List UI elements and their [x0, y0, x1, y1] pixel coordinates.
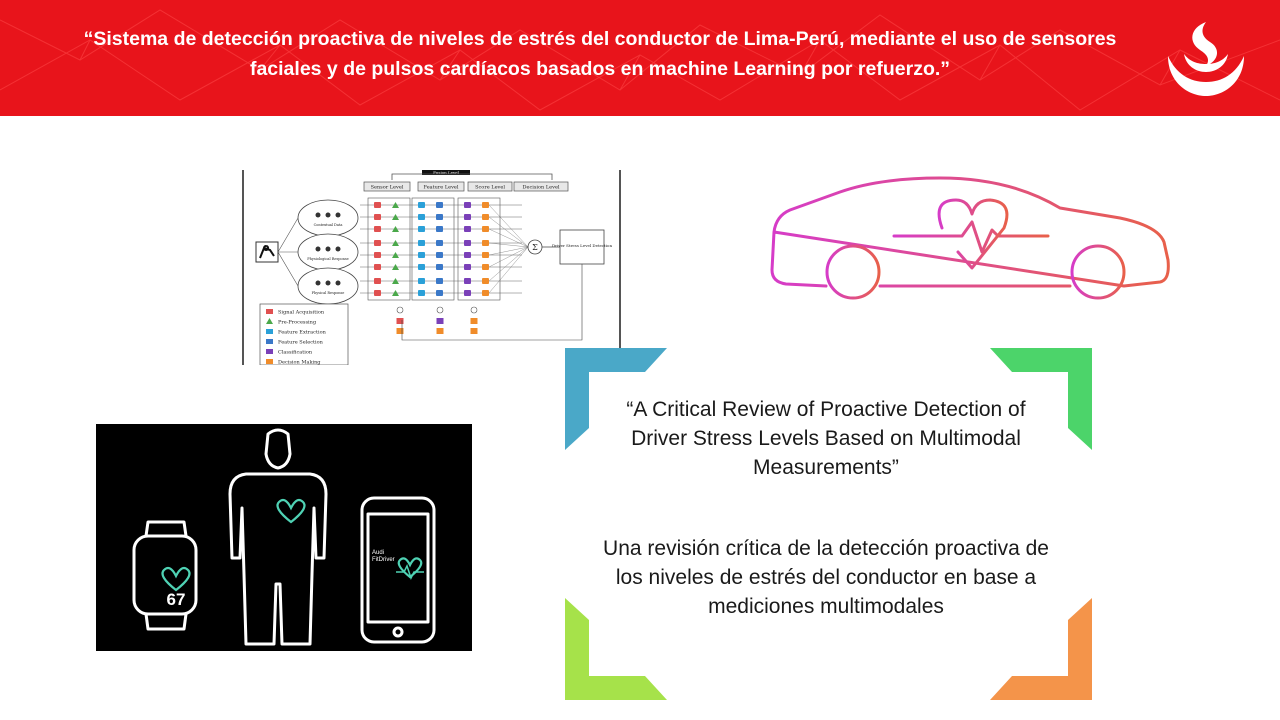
- grid-cell-5-0: [374, 264, 381, 270]
- grid-cell-7-4: [464, 290, 471, 296]
- feedback-block-2: [471, 318, 478, 324]
- paper-title-english: “A Critical Review of Proactive Detection of Driver Stress Levels Based on Multimodal Measurements”: [626, 398, 1026, 479]
- group-label-physical: Physical Response: [311, 291, 345, 295]
- processing-grid: [360, 198, 528, 334]
- grid-cell-3-0: [374, 240, 381, 246]
- group-physiological: [298, 234, 358, 270]
- level-label-decision: Decision Level: [522, 184, 560, 191]
- sum-symbol: Σ: [532, 243, 538, 252]
- level-label-score: Score Level: [475, 184, 505, 191]
- grid-cell-3-4: [464, 240, 471, 246]
- feedback-block-1: [437, 318, 444, 324]
- paper-title-spanish: Una revisión crítica de la detección proactiva de los niveles de estrés del conductor en base a mediciones multimodales: [603, 537, 1049, 618]
- upc-logo-icon: [1160, 16, 1252, 100]
- wearables-illustration: [96, 424, 472, 651]
- grid-cell-0-3: [436, 202, 443, 208]
- legend-item-4: Feature Selection: [278, 339, 323, 346]
- grid-cell-1-0: [374, 214, 381, 220]
- grid-cell-7-5: [482, 290, 489, 296]
- feedback-output-1: [437, 328, 444, 334]
- grid-cell-2-2: [418, 226, 425, 232]
- grid-cell-0-2: [418, 202, 425, 208]
- grid-cell-5-5: [482, 264, 489, 270]
- grid-cell-6-4: [464, 278, 471, 284]
- grid-cell-3-2: [418, 240, 425, 246]
- grid-cell-5-2: [418, 264, 425, 270]
- driver-icon: [256, 242, 278, 262]
- grid-cell-6-3: [436, 278, 443, 284]
- grid-cell-1-3: [436, 214, 443, 220]
- level-label-sensor: Sensor Level: [370, 184, 404, 191]
- phone-app-label: [372, 550, 395, 564]
- grid-cell-4-0: [374, 252, 381, 258]
- person-icon: [230, 474, 326, 644]
- grid-cell-7-0: [374, 290, 381, 296]
- page-title: “Sistema de detección proactiva de niveles de estrés del conductor de Lima-Perú, mediante el uso de sensores faciales y de pulsos cardíacos basados en machine Learning por refuerzo.”: [83, 28, 1117, 80]
- grid-cell-4-2: [418, 252, 425, 258]
- output-label: Driver Stress Level Detection: [551, 243, 613, 248]
- person-heart-icon: [278, 500, 305, 522]
- grid-cell-2-5: [482, 226, 489, 232]
- legend-item-5: Classification: [278, 349, 313, 356]
- legend-item-3: Feature Extraction: [278, 329, 326, 336]
- grid-cell-0-0: [374, 202, 381, 208]
- grid-cell-6-0: [374, 278, 381, 284]
- grid-cell-6-5: [482, 278, 489, 284]
- grid-cell-3-5: [482, 240, 489, 246]
- diagram-fusion-title: Fusion Level: [433, 170, 459, 175]
- grid-cell-2-3: [436, 226, 443, 232]
- grid-cell-0-5: [482, 202, 489, 208]
- group-physical: [298, 268, 358, 304]
- wearables-image: [96, 424, 472, 651]
- legend-item-2: Pre-Processing: [278, 319, 317, 326]
- grid-cell-7-2: [418, 290, 425, 296]
- grid-cell-0-4: [464, 202, 471, 208]
- grid-level-box-1: [412, 198, 454, 300]
- group-contextual: [298, 200, 358, 236]
- diagram-canvas: [242, 170, 622, 365]
- grid-cell-5-3: [436, 264, 443, 270]
- watch-heart-icon: [163, 568, 190, 590]
- car-heartbeat-icon: [760, 170, 1180, 310]
- grid-cell-3-3: [436, 240, 443, 246]
- group-label-contextual: Contextual Data: [313, 223, 343, 227]
- watch-heart-rate: 67: [166, 590, 186, 609]
- legend-item-6: Decision Making: [278, 359, 321, 365]
- watch-strap-top: [146, 522, 186, 536]
- grid-cell-7-3: [436, 290, 443, 296]
- grid-cell-1-4: [464, 214, 471, 220]
- phone-app-brand: Audi: [372, 550, 385, 556]
- header-banner: [0, 0, 1280, 116]
- grid-cell-6-2: [418, 278, 425, 284]
- legend-item-1: Signal Acquisition: [278, 309, 325, 316]
- feedback-output-2: [471, 328, 478, 334]
- grid-cell-2-0: [374, 226, 381, 232]
- feedback-node-1: [437, 307, 443, 313]
- grid-cell-4-4: [464, 252, 471, 258]
- level-label-feature: Feature Level: [423, 184, 459, 191]
- group-label-physiological: Physiological Response: [307, 257, 349, 261]
- feedback-block-0: [397, 318, 404, 324]
- feedback-node-0: [397, 307, 403, 313]
- grid-cell-4-3: [436, 252, 443, 258]
- phone-icon: [362, 498, 434, 642]
- grid-level-box-0: [368, 198, 410, 300]
- grid-cell-5-4: [464, 264, 471, 270]
- feedback-node-2: [471, 307, 477, 313]
- diagram-left-border: [242, 170, 244, 365]
- grid-cell-1-5: [482, 214, 489, 220]
- diagram-right-border: [619, 170, 621, 365]
- grid-cell-1-2: [418, 214, 425, 220]
- grid-cell-2-4: [464, 226, 471, 232]
- phone-app-name: FitDriver: [372, 557, 395, 563]
- feedback-output-0: [397, 328, 404, 334]
- person-head: [266, 430, 290, 468]
- grid-cell-4-5: [482, 252, 489, 258]
- grid-level-box-2: [458, 198, 500, 300]
- architecture-diagram: [242, 170, 622, 365]
